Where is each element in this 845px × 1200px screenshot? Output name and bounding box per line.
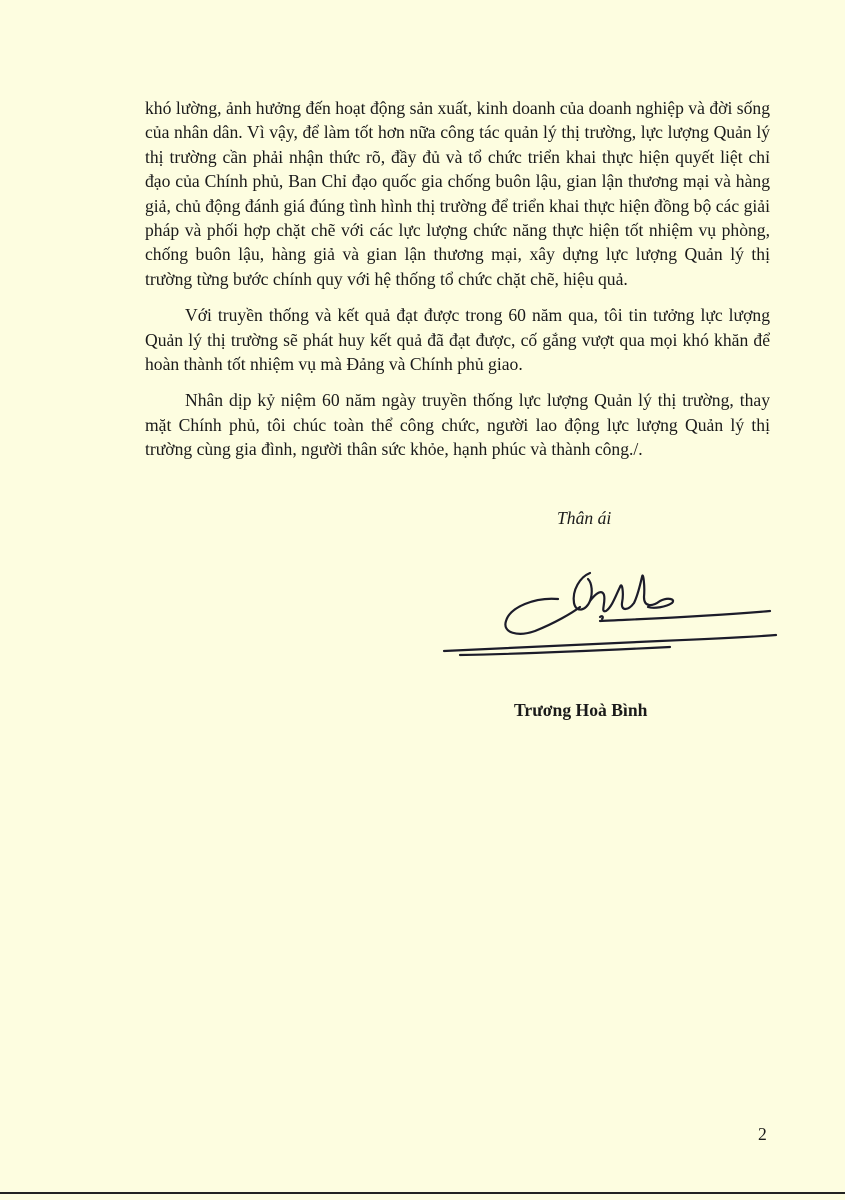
paragraph-1: khó lường, ảnh hưởng đến hoạt động sản xuất, kinh doanh của doanh nghiệp và đời sống của nhân dân. Vì vậy, để làm tốt hơn nữa công tác quản lý thị trường, lực lượng Quản lý thị trường cần phải nhận thức rõ, đầy đủ và tổ chức triển khai thực hiện quyết liệt chỉ đạo của Chính phủ, Ban Chỉ đạo quốc gia chống buôn lậu, gian lận thương mại và hàng giả, chủ động đánh giá đúng tình hình thị trường để triển khai thực hiện đồng bộ các giải pháp và phối hợp chặt chẽ với các lực lượng chức năng thực hiện tốt nhiệm vụ phòng, chống buôn lậu, hàng giả và gian lận thương mại, xây dựng lực lượng Quản lý thị trường từng bước chính quy với hệ thống tổ chức chặt chẽ, hiệu quả. [145, 98, 770, 289]
paragraph-3: Nhân dịp kỷ niệm 60 năm ngày truyền thống lực lượng Quản lý thị trường, thay mặt Chính phủ, tôi chúc toàn thể công chức, người lao động lực lượng Quản lý thị trường cùng gia đình, người thân sức khỏe, hạnh phúc và thành công./. [145, 390, 770, 460]
closing-salutation: Thân ái [557, 508, 612, 528]
handwritten-signature [440, 555, 780, 665]
letter-body [145, 96, 770, 474]
page-bottom-divider [0, 1192, 845, 1194]
signer-name: Trương Hoà Bình [514, 700, 648, 720]
page-number: 2 [758, 1124, 767, 1144]
paragraph-2: Với truyền thống và kết quả đạt được trong 60 năm qua, tôi tin tưởng lực lượng Quản lý thị trường sẽ phát huy kết quả đã đạt được, cố gắng vượt qua mọi khó khăn để hoàn thành tốt nhiệm vụ mà Đảng và Chính phủ giao. [145, 305, 770, 375]
